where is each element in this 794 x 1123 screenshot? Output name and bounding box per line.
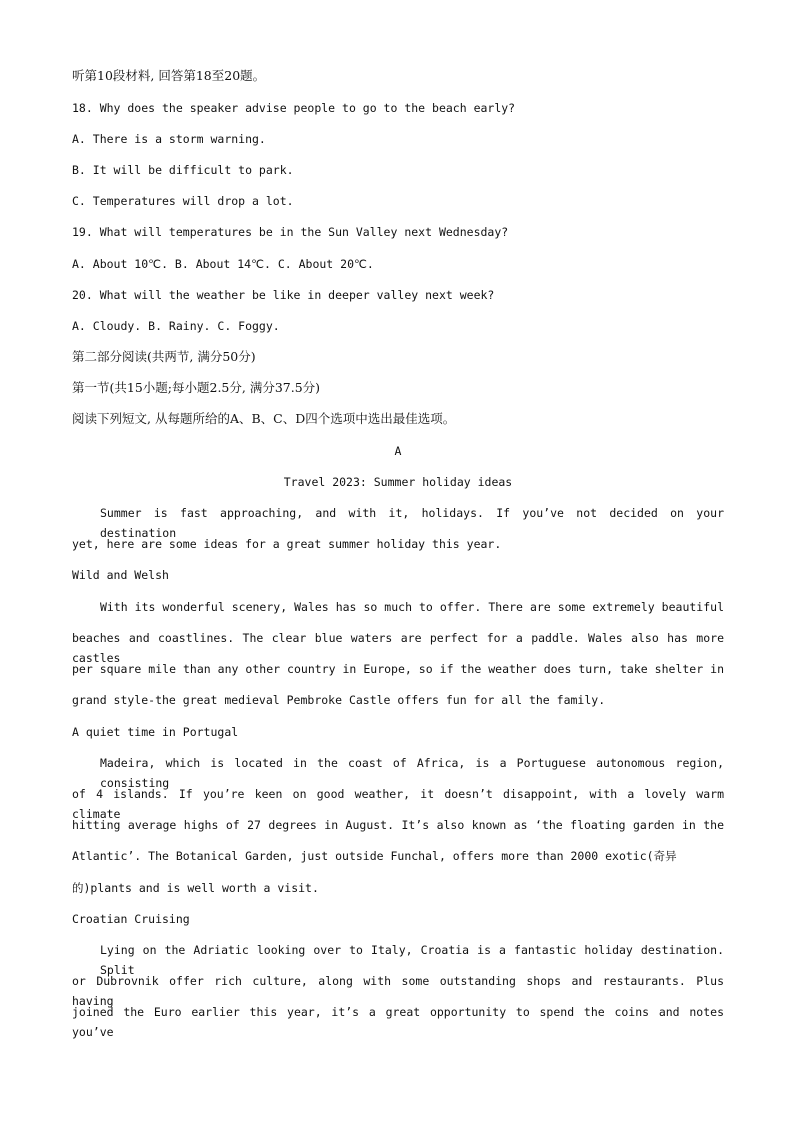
- wales-line-4: grand style-the great medieval Pembroke Castle offers fun for all the family.: [72, 693, 606, 707]
- section-instruction: 听第10段材料, 回答第18至20题。: [72, 68, 266, 83]
- option-18b: B. It will be difficult to park.: [72, 163, 294, 177]
- croatia-line-3: joined the Euro earlier this year, it’s a great opportunity to spend the coins and notes you’ve: [72, 1005, 724, 1039]
- option-18a: A. There is a storm warning.: [72, 132, 266, 146]
- wales-line-1: With its wonderful scenery, Wales has so much to offer. There are some extremely beautiful: [100, 600, 724, 614]
- question-18: 18. Why does the speaker advise people to go to the beach early?: [72, 101, 516, 115]
- wales-line-3: per square mile than any other country in Europe, so if the weather does turn, take shelter in: [72, 662, 724, 676]
- croatia-line-2: or Dubrovnik offer rich culture, along with some outstanding shops and restaurants. Plus having: [72, 974, 724, 1008]
- passage-letter: A: [394, 444, 402, 458]
- portugal-line-2: of 4 islands. If you’re keen on good weather, it doesn’t disappoint, with a lovely warm climate: [72, 787, 724, 821]
- subheading-wales: Wild and Welsh: [72, 568, 169, 582]
- subheading-croatia: Croatian Cruising: [72, 912, 190, 926]
- section-one-heading: 第一节(共15小题;每小题2.5分, 满分37.5分): [72, 380, 321, 395]
- portugal-line-5: 的)plants and is well worth a visit.: [72, 881, 319, 895]
- portugal-line-3: hitting average highs of 27 degrees in August. It’s also known as ‘the floating garden in the: [72, 818, 724, 832]
- question-19: 19. What will temperatures be in the Sun Valley next Wednesday?: [72, 225, 509, 239]
- passage-title: Travel 2023: Summer holiday ideas: [283, 475, 513, 489]
- portugal-line-4: Atlantic’. The Botanical Garden, just outside Funchal, offers more than 2000 exotic(奇异: [72, 849, 677, 863]
- part-two-heading: 第二部分阅读(共两节, 满分50分): [72, 349, 256, 364]
- reading-instruction: 阅读下列短文, 从每题所给的A、B、C、D四个选项中选出最佳选项。: [72, 411, 456, 426]
- intro-line-2: yet, here are some ideas for a great summer holiday this year.: [72, 537, 502, 551]
- portugal-line-1: Madeira, which is located in the coast of Africa, is a Portuguese autonomous region, consisting: [100, 756, 724, 790]
- intro-line-1: Summer is fast approaching, and with it, holidays. If you’ve not decided on your destination: [100, 506, 724, 540]
- question-20: 20. What will the weather be like in deeper valley next week?: [72, 288, 495, 302]
- subheading-portugal: A quiet time in Portugal: [72, 725, 239, 739]
- options-19: A. About 10℃. B. About 14℃. C. About 20℃.: [72, 257, 374, 271]
- wales-line-2: beaches and coastlines. The clear blue waters are perfect for a paddle. Wales also has more castles: [72, 631, 724, 665]
- croatia-line-1: Lying on the Adriatic looking over to Italy, Croatia is a fantastic holiday destination. Split: [100, 943, 724, 977]
- option-18c: C. Temperatures will drop a lot.: [72, 194, 294, 208]
- options-20: A. Cloudy. B. Rainy. C. Foggy.: [72, 319, 280, 333]
